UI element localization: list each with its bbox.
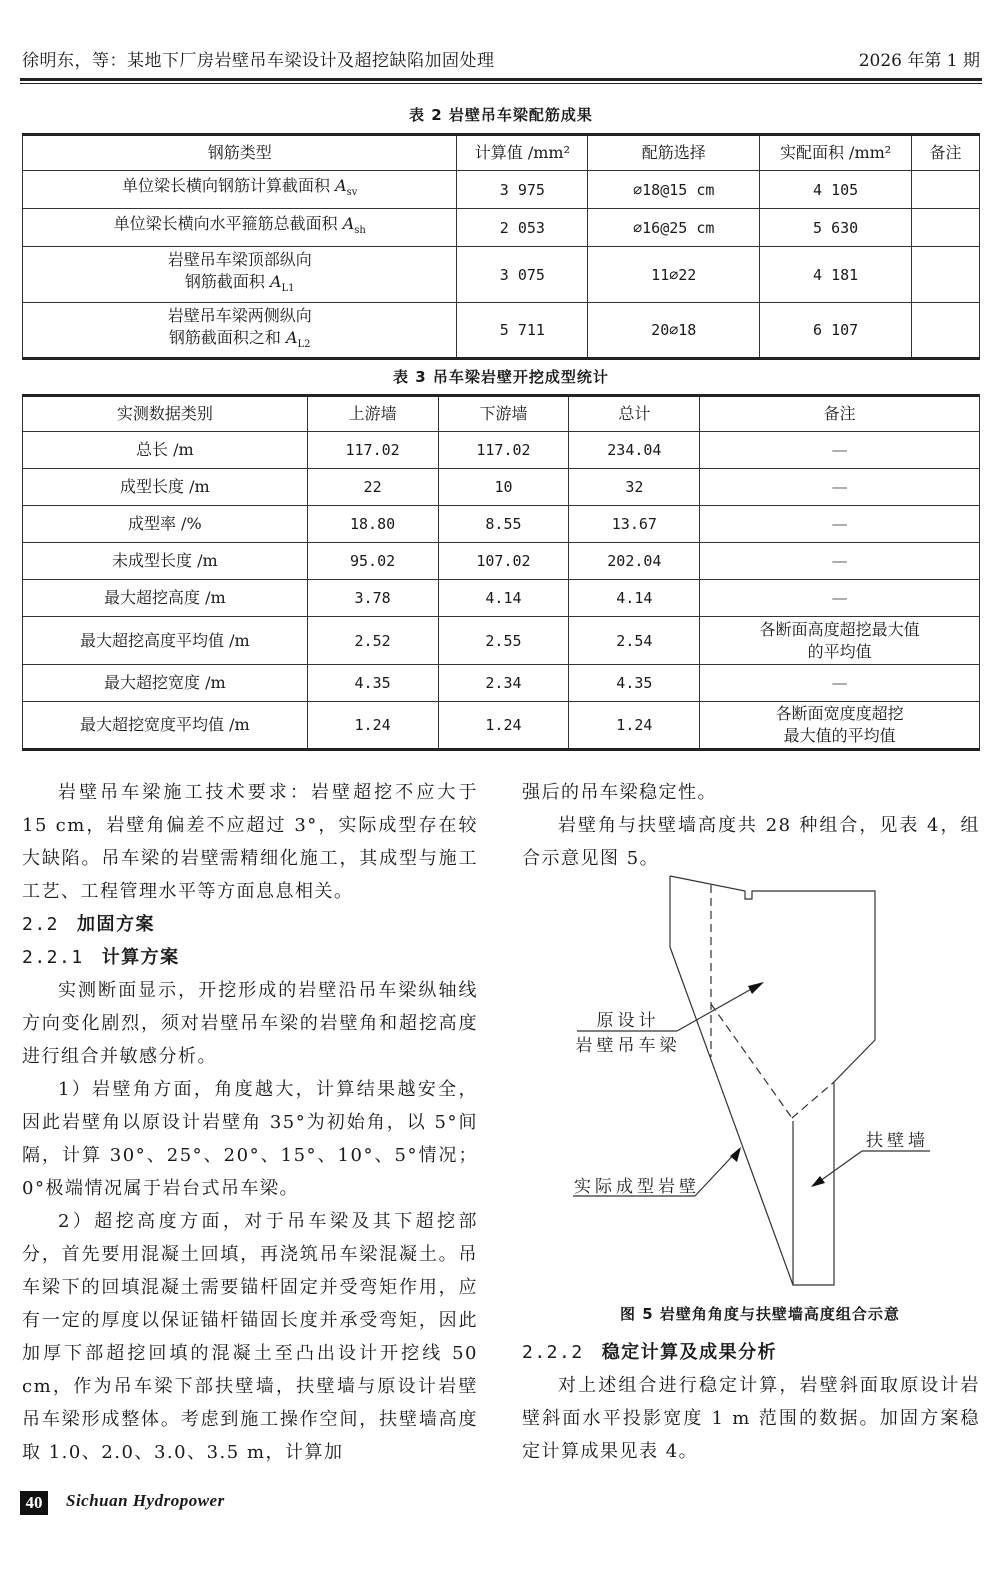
page-number: 40 xyxy=(20,1491,48,1515)
category-cell: 最大超挖宽度平均值 /m xyxy=(23,702,308,750)
upstream-cell: 1.24 xyxy=(307,702,438,750)
note-line: — xyxy=(831,477,848,496)
paragraph: 岩壁吊车梁施工技术要求：岩壁超挖不应大于 15 cm，岩壁角偏差不应超过 3°，实际成型存在较大缺陷。吊车梁的岩壁需精细化施工，其成型与施工工艺、工程管理水平等方面息息相关。 xyxy=(22,782,478,902)
note-line: 各断面高度超挖最大值 xyxy=(759,619,920,639)
running-title: 徐明东，等：某地下厂房岩壁吊车梁设计及超挖缺陷加固处理 xyxy=(22,51,495,71)
calc-value-cell: 5 711 xyxy=(457,303,588,359)
table2-header-cell: 备注 xyxy=(912,135,980,171)
category-cell: 未成型长度 /m xyxy=(23,543,308,580)
arrowhead-icon xyxy=(811,1176,825,1187)
section-heading-2-2-1: 2.2.1 计算方案 xyxy=(22,947,180,968)
upstream-cell: 3.78 xyxy=(307,580,438,617)
total-cell: 4.35 xyxy=(569,665,700,702)
table2-caption: 表 2 岩壁吊车梁配筋成果 xyxy=(409,106,593,124)
category-cell: 成型率 /% xyxy=(23,506,308,543)
rebar-type-cell: 单位梁长横向水平箍筋总截面积 $A_{sh}$ xyxy=(23,209,457,247)
table3-header-cell: 下游墙 xyxy=(438,396,569,432)
calc-value-cell: 3 975 xyxy=(457,171,588,209)
upstream-cell: 95.02 xyxy=(307,543,438,580)
rebar-choice-cell: 20⌀18 xyxy=(588,303,760,359)
label-original-line1: 原设计 xyxy=(596,1011,660,1031)
downstream-cell: 1.24 xyxy=(438,702,569,750)
label-actual-rock-wall: 实际成型岩壁 xyxy=(574,1177,700,1197)
table2-header-cell: 钢筋类型 xyxy=(23,135,457,171)
beam-outline xyxy=(670,876,875,1285)
calc-value-cell: 3 075 xyxy=(457,247,588,303)
paragraph: 岩壁角与扶壁墙高度共 28 种组合，见表 4，组合示意见图 5。 xyxy=(522,815,980,869)
table2-header-cell: 实配面积 /mm² xyxy=(760,135,912,171)
upstream-cell: 22 xyxy=(307,469,438,506)
rebar-choice-cell: 11⌀22 xyxy=(588,247,760,303)
leader-original xyxy=(677,983,762,1031)
paragraph: 对上述组合进行稳定计算，岩壁斜面取原设计岩壁斜面水平投影宽度 1 m 范围的数据。加固方案稳定计算成果见表 4。 xyxy=(522,1375,980,1462)
label-original-line2: 岩壁吊车梁 xyxy=(575,1036,681,1056)
paragraph: 实测断面显示，开挖形成的岩壁沿吊车梁纵轴线方向变化剧烈，须对岩壁吊车梁的岩壁角和超挖高度进行组合并敏感分析。 xyxy=(22,980,478,1067)
section-heading-2-2-2: 2.2.2 稳定计算及成果分析 xyxy=(522,1342,778,1363)
note-line: — xyxy=(831,440,848,459)
downstream-cell: 2.34 xyxy=(438,665,569,702)
total-cell: 4.14 xyxy=(569,580,700,617)
rebar-type-cell: 岩壁吊车梁顶部纵向 钢筋截面积 $A_{L1}$ xyxy=(23,247,457,303)
original-design-dashed-bottom xyxy=(792,1082,834,1118)
total-cell: 32 xyxy=(569,469,700,506)
total-cell: 234.04 xyxy=(569,432,700,469)
paragraph: 强后的吊车梁稳定性。 xyxy=(522,782,717,803)
actual-area-cell: 6 107 xyxy=(760,303,912,359)
table3-header-cell: 上游墙 xyxy=(307,396,438,432)
paragraph: 2）超挖高度方面，对于吊车梁及其下超挖部分，首先要用混凝土回填，再浇筑吊车梁混凝土。吊车梁下的回填混凝土需要锚杆固定并受弯矩作用，应有一定的厚度以保证锚杆锚固长度并承受弯矩，因此加厚下部超挖回填的混凝土至凸出设计开挖线 50 cm，作为吊车梁下部扶壁墙，扶壁墙与原设计岩壁吊车梁形成整体。考虑到施工操作空间，扶壁墙高度取 1.0、2.0、3.0、3.5 m，计算加 xyxy=(22,1211,478,1463)
actual-rock-wall-line xyxy=(670,947,793,1285)
total-cell: 13.67 xyxy=(569,506,700,543)
actual-area-cell: 5 630 xyxy=(760,209,912,247)
issue-label: 2026 年第 1 期 xyxy=(858,51,980,71)
upstream-cell: 18.80 xyxy=(307,506,438,543)
note-line: — xyxy=(831,673,848,692)
note-line: 各断面宽度度超挖 xyxy=(775,704,904,723)
note-line: — xyxy=(831,551,848,570)
downstream-cell: 107.02 xyxy=(438,543,569,580)
note-line: — xyxy=(831,514,848,533)
upstream-cell: 4.35 xyxy=(307,665,438,702)
paragraph: 1）岩壁角方面，角度越大，计算结果越安全，因此岩壁角以原设计岩壁角 35°为初始角，以 5°间隔，计算 30°、25°、20°、15°、10°、5°情况；0°极端情况属于岩台式吊车梁。 xyxy=(22,1079,478,1199)
table2-header-cell: 配筋选择 xyxy=(588,135,760,171)
total-cell: 2.54 xyxy=(569,617,700,665)
table3-header-cell: 总计 xyxy=(569,396,700,432)
arrowhead-icon xyxy=(748,982,764,994)
downstream-cell: 4.14 xyxy=(438,580,569,617)
actual-area-cell: 4 105 xyxy=(760,171,912,209)
rebar-type-cell: 单位梁长横向钢筋计算截面积 $A_{sv}$ xyxy=(23,171,457,209)
total-cell: 202.04 xyxy=(569,543,700,580)
category-cell: 最大超挖高度 /m xyxy=(23,580,308,617)
arrowhead-icon xyxy=(730,1147,741,1162)
label-buttress-wall: 扶壁墙 xyxy=(866,1131,929,1151)
category-cell: 成型长度 /m xyxy=(23,469,308,506)
upstream-cell: 117.02 xyxy=(307,432,438,469)
calc-value-cell: 2 053 xyxy=(457,209,588,247)
actual-area-cell: 4 181 xyxy=(760,247,912,303)
note-line: 的平均值 xyxy=(807,641,872,661)
category-cell: 最大超挖宽度 /m xyxy=(23,665,308,702)
note-line: 最大值的平均值 xyxy=(783,726,896,745)
right-column-bottom xyxy=(522,1336,980,1468)
note-line: — xyxy=(831,588,848,607)
downstream-cell: 10 xyxy=(438,469,569,506)
total-cell: 1.24 xyxy=(569,702,700,750)
original-design-dashed-slope xyxy=(711,1004,792,1118)
table2-header-cell: 计算值 /mm² xyxy=(457,135,588,171)
table3-header-cell: 备注 xyxy=(700,396,980,432)
rebar-type-cell: 岩壁吊车梁两侧纵向 钢筋截面积之和 $A_{L2}$ xyxy=(23,303,457,359)
category-cell: 总长 /m xyxy=(23,432,308,469)
downstream-cell: 8.55 xyxy=(438,506,569,543)
downstream-cell: 117.02 xyxy=(438,432,569,469)
table3-header-cell: 实测数据类别 xyxy=(23,396,308,432)
journal-name: Sichuan Hydropower xyxy=(66,1491,225,1510)
category-cell: 最大超挖高度平均值 /m xyxy=(23,617,308,665)
section-heading-2-2: 2.2 加固方案 xyxy=(22,914,156,935)
figure5-caption: 图 5 岩壁角角度与扶壁墙高度组合示意 xyxy=(620,1305,900,1323)
rebar-choice-cell: ⌀18@15 cm xyxy=(588,171,760,209)
rebar-choice-cell: ⌀16@25 cm xyxy=(588,209,760,247)
table3-caption: 表 3 吊车梁岩壁开挖成型统计 xyxy=(393,368,609,386)
upstream-cell: 2.52 xyxy=(307,617,438,665)
downstream-cell: 2.55 xyxy=(438,617,569,665)
